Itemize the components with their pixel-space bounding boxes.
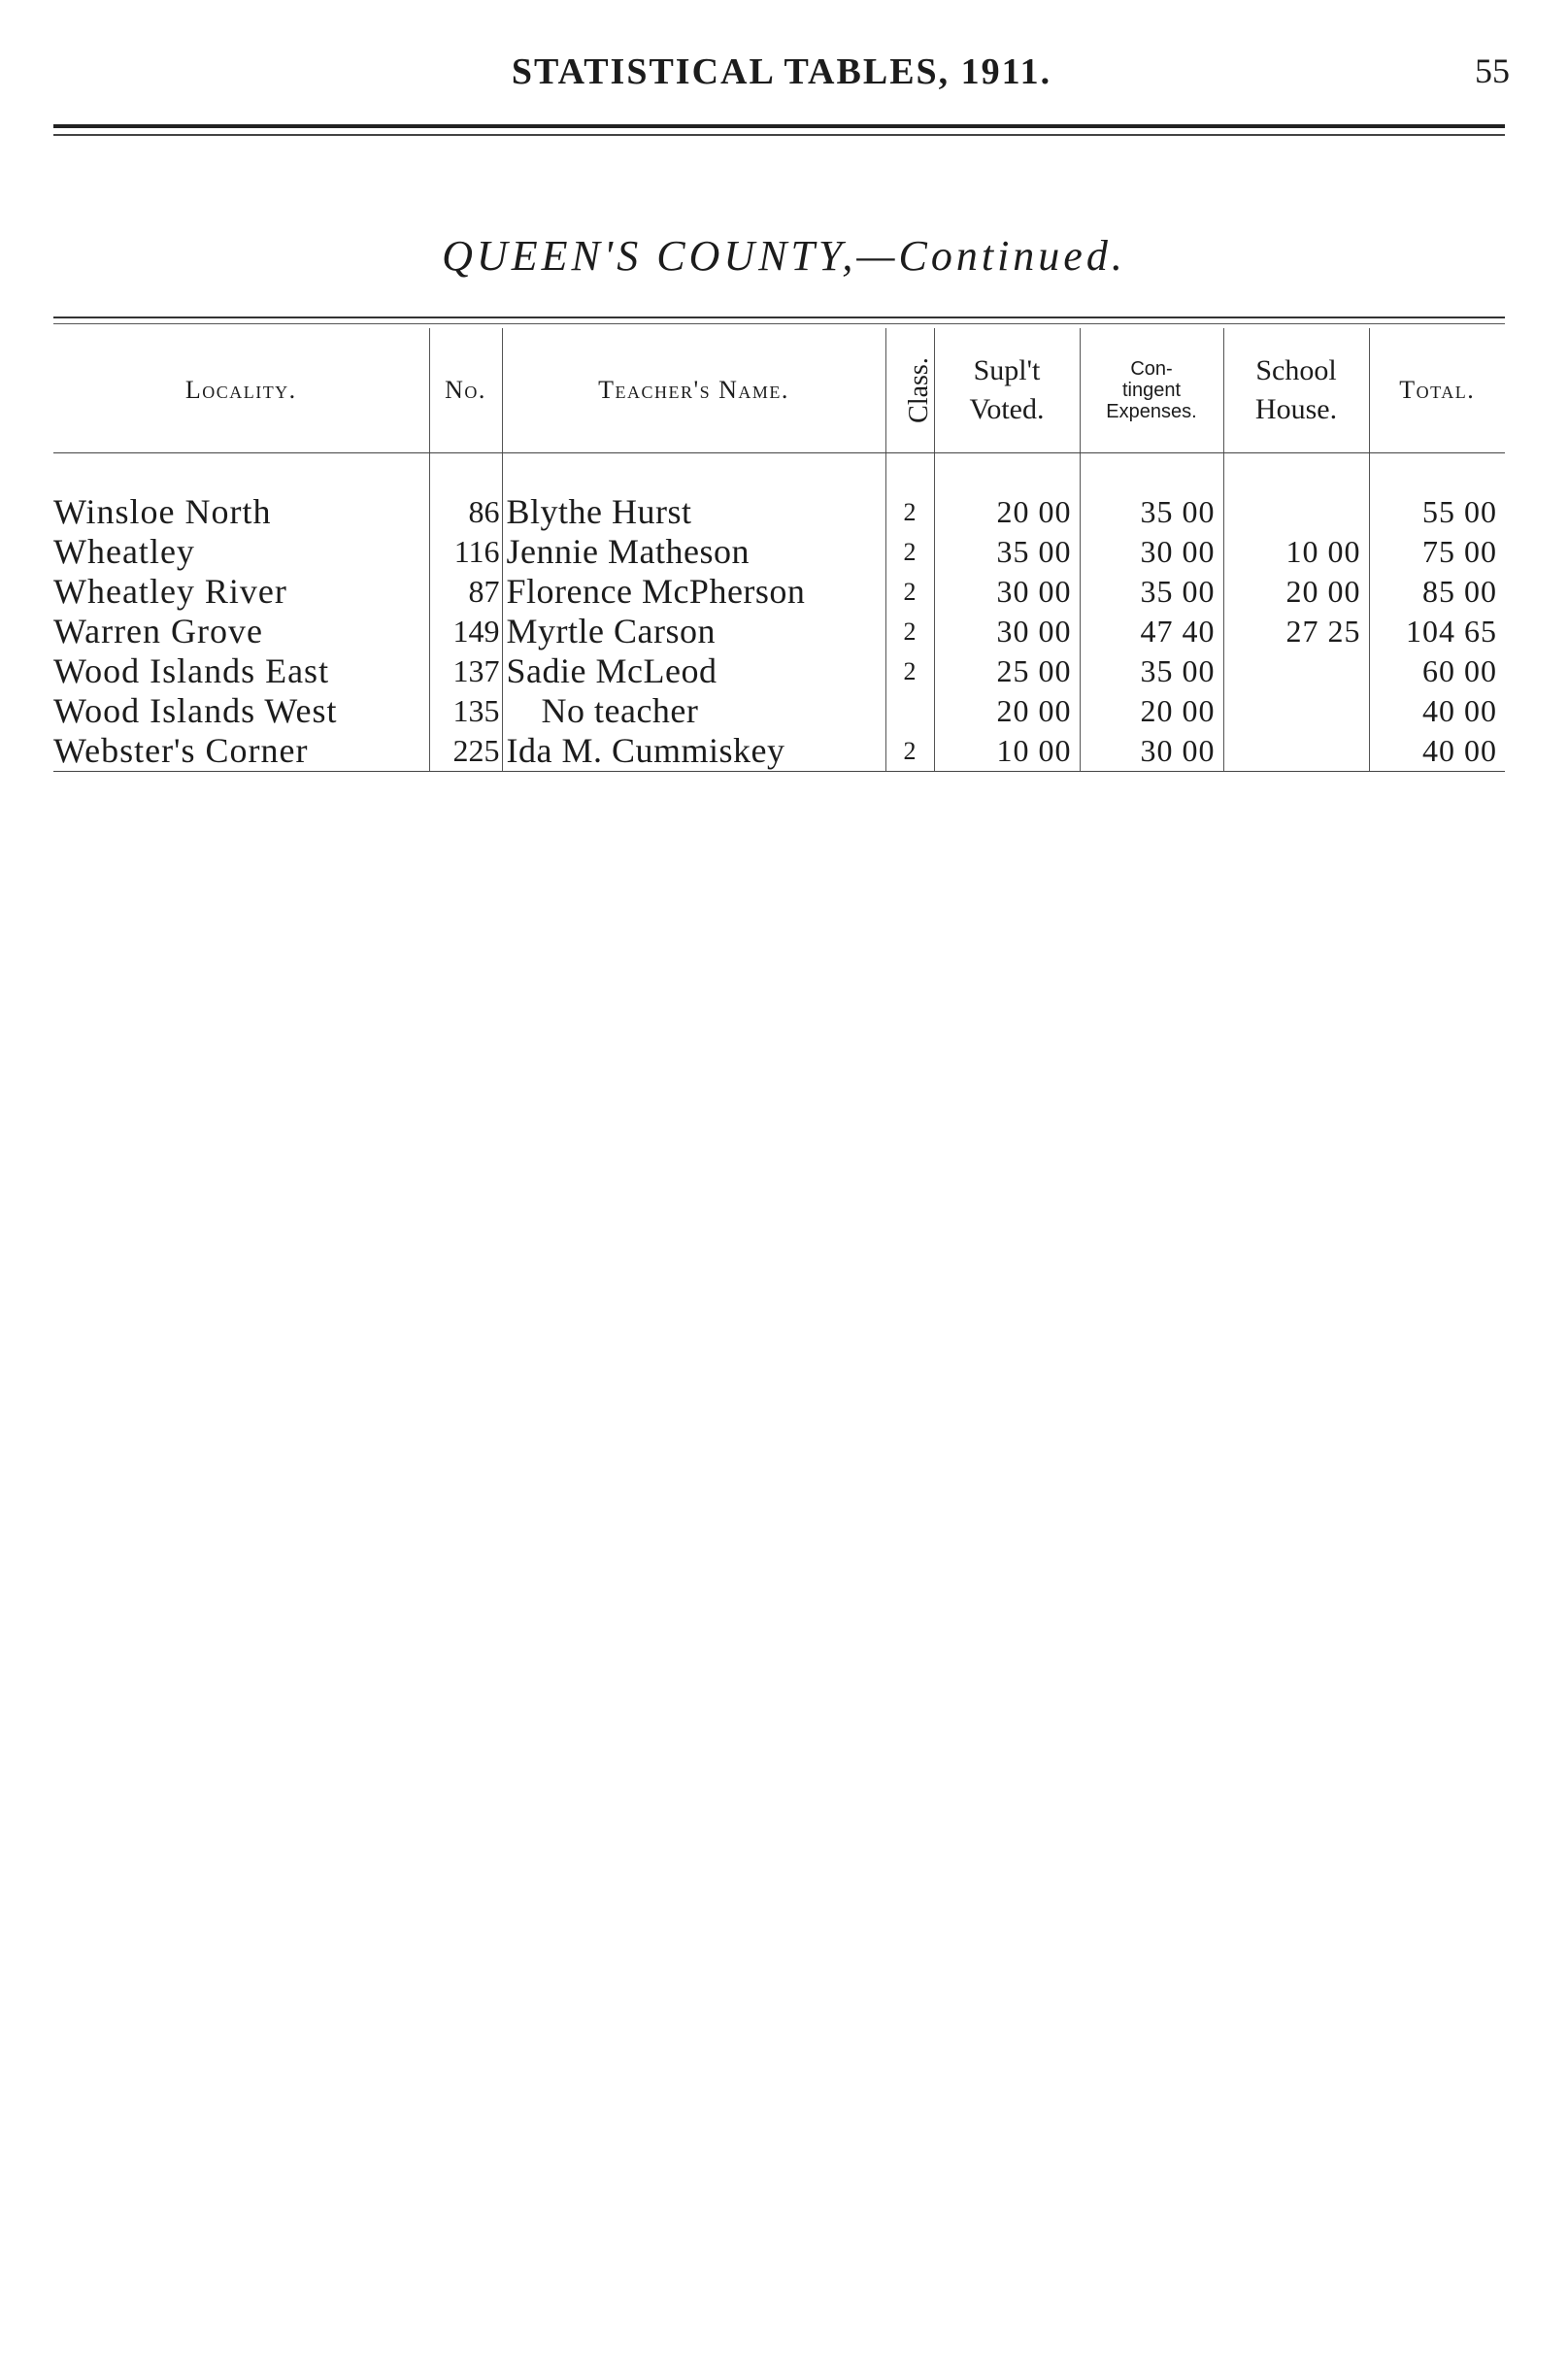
cell-class: 2 bbox=[885, 492, 934, 532]
header-rule bbox=[53, 124, 1505, 128]
running-title: STATISTICAL TABLES, 1911. bbox=[511, 51, 1052, 92]
table-row bbox=[53, 572, 1505, 612]
page-number: 55 bbox=[1475, 51, 1510, 90]
header-school-line2: House. bbox=[1254, 393, 1338, 425]
cell-no: 116 bbox=[429, 532, 502, 572]
header-suplt-voted bbox=[934, 328, 1080, 453]
cell-locality: Warren Grove bbox=[53, 612, 263, 650]
cell-school-house: 10 00 bbox=[1223, 532, 1369, 572]
cell-contingent: 35 00 bbox=[1080, 651, 1223, 691]
cell-class: 2 bbox=[885, 572, 934, 612]
cell-locality: Winsloe North bbox=[53, 492, 272, 531]
header-total: Total. bbox=[1369, 328, 1505, 453]
cell-teacher: Blythe Hurst bbox=[502, 492, 885, 532]
cell-no: 86 bbox=[429, 492, 502, 532]
cell-class: 2 bbox=[885, 651, 934, 691]
cell-total: 40 00 bbox=[1369, 731, 1505, 772]
cell-contingent: 20 00 bbox=[1080, 691, 1223, 731]
cell-teacher: Florence McPherson bbox=[502, 572, 885, 612]
table-row bbox=[53, 651, 1505, 691]
cell-total: 85 00 bbox=[1369, 572, 1505, 612]
cell-class: 2 bbox=[885, 532, 934, 572]
cell-teacher: Jennie Matheson bbox=[502, 532, 885, 572]
header-rule-thin bbox=[53, 134, 1505, 136]
table-top-rule bbox=[53, 317, 1505, 318]
table-row bbox=[53, 532, 1505, 572]
cell-school-house bbox=[1223, 651, 1369, 691]
cell-suplt: 20 00 bbox=[934, 691, 1080, 731]
cell-no: 225 bbox=[429, 731, 502, 772]
cell-class bbox=[885, 691, 934, 731]
cell-locality: Wheatley bbox=[53, 532, 195, 571]
table-row bbox=[53, 612, 1505, 651]
cell-total: 40 00 bbox=[1369, 691, 1505, 731]
cell-suplt: 30 00 bbox=[934, 612, 1080, 651]
cell-locality: Wood Islands West bbox=[53, 691, 338, 730]
cell-class: 2 bbox=[885, 612, 934, 651]
table-row bbox=[53, 492, 1505, 532]
table-row bbox=[53, 691, 1505, 731]
cell-contingent: 30 00 bbox=[1080, 731, 1223, 772]
table-top-rule-thin bbox=[53, 323, 1505, 324]
cell-total: 60 00 bbox=[1369, 651, 1505, 691]
cell-no: 135 bbox=[429, 691, 502, 731]
cell-school-house bbox=[1223, 731, 1369, 772]
page-header bbox=[53, 50, 1510, 109]
header-locality: Locality. bbox=[53, 328, 429, 453]
cell-suplt: 35 00 bbox=[934, 532, 1080, 572]
header-class-label: Class. bbox=[903, 357, 934, 423]
cell-suplt: 30 00 bbox=[934, 572, 1080, 612]
header-school-line1: School bbox=[1255, 354, 1337, 386]
header-suplt-line2: Voted. bbox=[969, 393, 1045, 425]
cell-total: 104 65 bbox=[1369, 612, 1505, 651]
cell-contingent: 47 40 bbox=[1080, 612, 1223, 651]
cell-total: 75 00 bbox=[1369, 532, 1505, 572]
header-class bbox=[885, 328, 934, 453]
spacer-row bbox=[53, 453, 1505, 493]
cell-school-house: 27 25 bbox=[1223, 612, 1369, 651]
table-row bbox=[53, 731, 1505, 772]
cell-contingent: 35 00 bbox=[1080, 492, 1223, 532]
cell-locality: Webster's Corner bbox=[53, 731, 429, 772]
header-teacher-name: Teacher's Name. bbox=[502, 328, 885, 453]
cell-suplt: 25 00 bbox=[934, 651, 1080, 691]
cell-class: 2 bbox=[885, 731, 934, 772]
cell-school-house bbox=[1223, 492, 1369, 532]
header-no: No. bbox=[429, 328, 502, 453]
cell-teacher: Myrtle Carson bbox=[502, 612, 885, 651]
cell-contingent: 30 00 bbox=[1080, 532, 1223, 572]
cell-teacher: Ida M. Cummiskey bbox=[502, 731, 885, 772]
section-title: QUEEN'S COUNTY,—Continued. bbox=[442, 232, 1126, 280]
cell-contingent: 35 00 bbox=[1080, 572, 1223, 612]
cell-locality: Wheatley River bbox=[53, 572, 287, 611]
statistics-table bbox=[53, 328, 1505, 772]
cell-teacher: No teacher bbox=[502, 691, 885, 731]
header-contingent-line3: Expenses. bbox=[1106, 401, 1197, 422]
cell-teacher: Sadie McLeod bbox=[502, 651, 885, 691]
cell-no: 149 bbox=[429, 612, 502, 651]
cell-no: 87 bbox=[429, 572, 502, 612]
table-header-row bbox=[53, 328, 1505, 453]
cell-no: 137 bbox=[429, 651, 502, 691]
cell-suplt: 20 00 bbox=[934, 492, 1080, 532]
header-contingent-line1: Con- bbox=[1130, 358, 1173, 380]
header-school-house bbox=[1223, 328, 1369, 453]
cell-school-house: 20 00 bbox=[1223, 572, 1369, 612]
cell-total: 55 00 bbox=[1369, 492, 1505, 532]
header-contingent-line2: tingent bbox=[1121, 380, 1182, 401]
cell-school-house bbox=[1223, 691, 1369, 731]
cell-suplt: 10 00 bbox=[934, 731, 1080, 772]
cell-locality: Wood Islands East bbox=[53, 651, 330, 690]
header-contingent-expenses bbox=[1080, 328, 1223, 453]
header-suplt-line1: Supl't bbox=[973, 354, 1041, 386]
